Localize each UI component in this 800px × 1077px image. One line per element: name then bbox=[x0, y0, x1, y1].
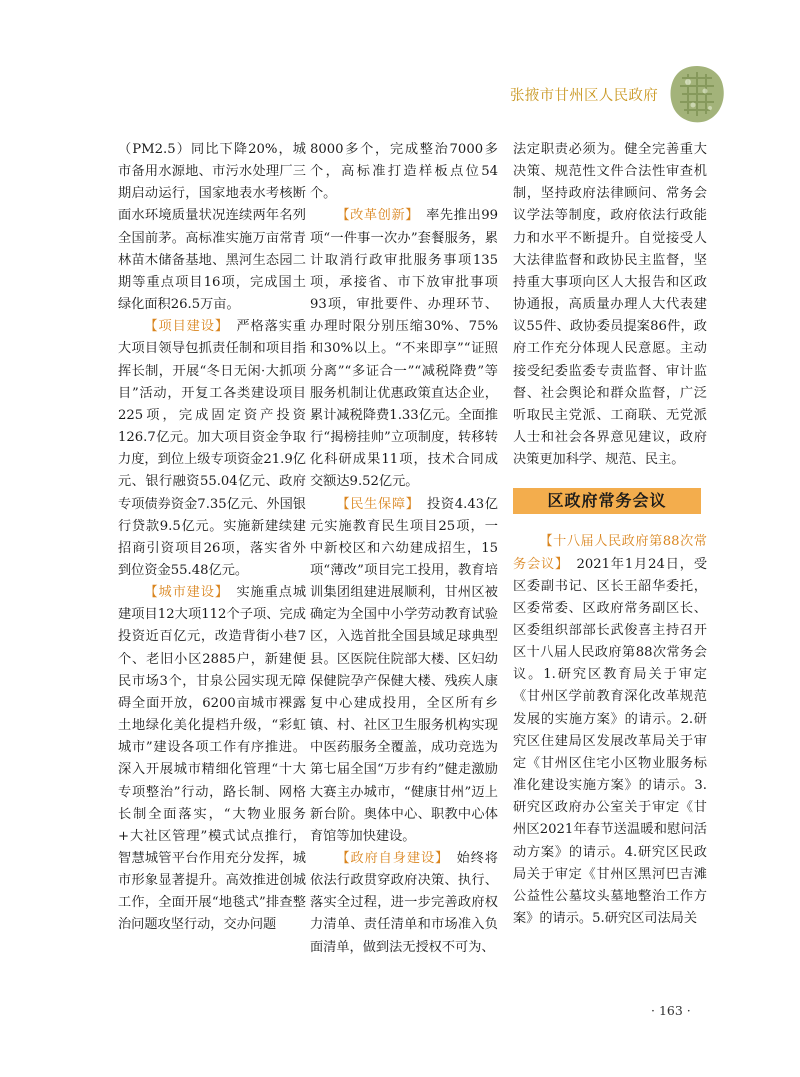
paragraph: 8000多个，完成整治7000多个，高标准打造样板点位54个。 bbox=[310, 142, 498, 202]
paragraph-text: 严格落实重大项目领导包抓责任制和项目指挥长制，开展“冬日无闲·大抓项目”活动，开复工各类建设项目225项，完成固定资产投资126.7亿元。加大项目资金争取力度，到位上级专项资金21.9亿元、银行融资55.04亿元、政府专项债券资金7.35亿元、外国银行贷款9.5亿元。实施新建续建招商引资项目26项，落实省外到位资金55.48亿元。 bbox=[118, 319, 306, 578]
running-header: 张掖市甘州区人民政府 bbox=[510, 88, 658, 104]
page-number: · 163 · bbox=[651, 1003, 691, 1018]
paragraph-text: 始终将依法行政贯穿政府决策、执行、落实全过程，进一步完善政府权力清单、责任清单和市场准入负面清单，做到法无授权不可为、 bbox=[310, 851, 498, 955]
text-column-3 bbox=[513, 139, 707, 1019]
paragraph-meeting-88 bbox=[513, 531, 707, 930]
paragraph-urban-construction bbox=[118, 582, 306, 937]
paragraph-livelihood bbox=[310, 494, 498, 849]
section-tag: 【城市建设】 bbox=[144, 585, 223, 601]
paragraph-text: 投资4.43亿元实施教育民生项目25项，一中新校区和六幼建成招生，15项“薄改”项目完工投用，教育培训集团组建进展顺利，甘州区被确定为全国中小学劳动教育试验区，入选首批全国县域足球典型县。区医院住院部大楼、区妇幼保健院孕产保健大楼、残疾人康复中心建成投用，全区所有乡镇、村、社区卫生服务机构实现中医药服务全覆盖，成功竞选为第七届全国“万步有约”健走激励大赛主办城市，“健康甘州”迈上新台阶。奥体中心、职教中心体育馆等加快建设。 bbox=[310, 496, 498, 844]
paragraph: （PM2.5）同比下降20%，城市备用水源地、市污水处理厂三期启动运行，国家地表水考核断面水环境质量状况连续两年名列全国前茅。高标准实施万亩常青林苗木储备基地、黑河生态园二期等重点项目16项，完成国土绿化面积26.5万亩。 bbox=[118, 142, 306, 313]
paragraph-text: 实施重点城建项目12大项112个子项、完成投资近百亿元，改造背街小巷7个、老旧小区2885户，新建便民市场3个，甘泉公园实现无障碍全面开放，6200亩城市裸露土地绿化美化提档升级，“彩虹城市”建设各项工作有序推进。深入开展城市精细化管理“十大专项整治”行动，路长制、网格长制全面落实，“大物业服务+大社区管理”模式试点推行，智慧城管平台作用充分发挥，城市形象显著提升。高效推进创城工作，全面开展“地毯式”排查整治问题攻坚行动，交办问题 bbox=[118, 585, 306, 933]
paragraph-text: 率先推出99项“一件事一次办”套餐服务，累计取消行政审批服务事项135项，承接省、市下放审批事项93项，审批要件、办理环节、办理时限分别压缩30%、75%和30%以上。“不来即享”“证照分离”“多证合一”“减税降费”等服务机制让优惠政策直达企业，累计减税降费1.33亿元。全面推行“揭榜挂帅”立项制度，转移转化科研成果11项，技术合同成交额达9.52亿元。 bbox=[310, 208, 498, 490]
section-tag: 【政府自身建设】 bbox=[336, 851, 443, 866]
text-column-2 bbox=[310, 139, 498, 1019]
section-tag: 【改革创新】 bbox=[336, 208, 413, 224]
paragraph-project-construction bbox=[118, 316, 306, 582]
section-tag: 【项目建设】 bbox=[144, 319, 223, 335]
text-column-1 bbox=[118, 139, 306, 1019]
section-tag: 【十八届人民政府第88次常务会议】 bbox=[513, 534, 707, 572]
seal-emblem-icon bbox=[668, 64, 726, 124]
paragraph-government-building bbox=[310, 848, 498, 959]
section-tag: 【民生保障】 bbox=[336, 496, 414, 512]
paragraph-reform bbox=[310, 205, 498, 493]
paragraph-text: 2021年1月24日，受区委副书记、区长王韶华委托，区委常委、区政府常务副区长、区委组织部部长武俊喜主持召开区十八届人民政府第88次常务会议。1.研究区教育局关于审定《甘州区学前教育深化改革规范发展的实施方案》的请示。2.研究区住建局区发展改革局关于审定《甘州区住宅小区物业服务标准化建设实施方案》的请示。3.研究区政府办公室关于审定《甘州区2021年春节送温暖和慰问活动方案》的请示。4.研究区民政局关于审定《甘州区黑河巴吉滩公益性公墓坟头墓地整治工作方案》的请示。5.研究区司法局关 bbox=[513, 556, 707, 926]
section-heading: 区政府常务会议 bbox=[513, 488, 701, 514]
paragraph: 法定职责必须为。健全完善重大决策、规范性文件合法性审查机制，坚持政府法律顾问、常务会议学法等制度，政府依法行政能力和水平不断提升。自觉接受人大法律监督和政协民主监督，坚持重大事项向区人大报告和区政协通报，高质量办理人大代表建议55件、政协委员提案86件，政府工作充分体现人民意愿。主动接受纪委监委专责监督、审计监督、社会舆论和群众监督，广泛听取民主党派、工商联、无党派人士和社会各界意见建议，政府决策更加科学、规范、民主。 bbox=[513, 142, 707, 468]
